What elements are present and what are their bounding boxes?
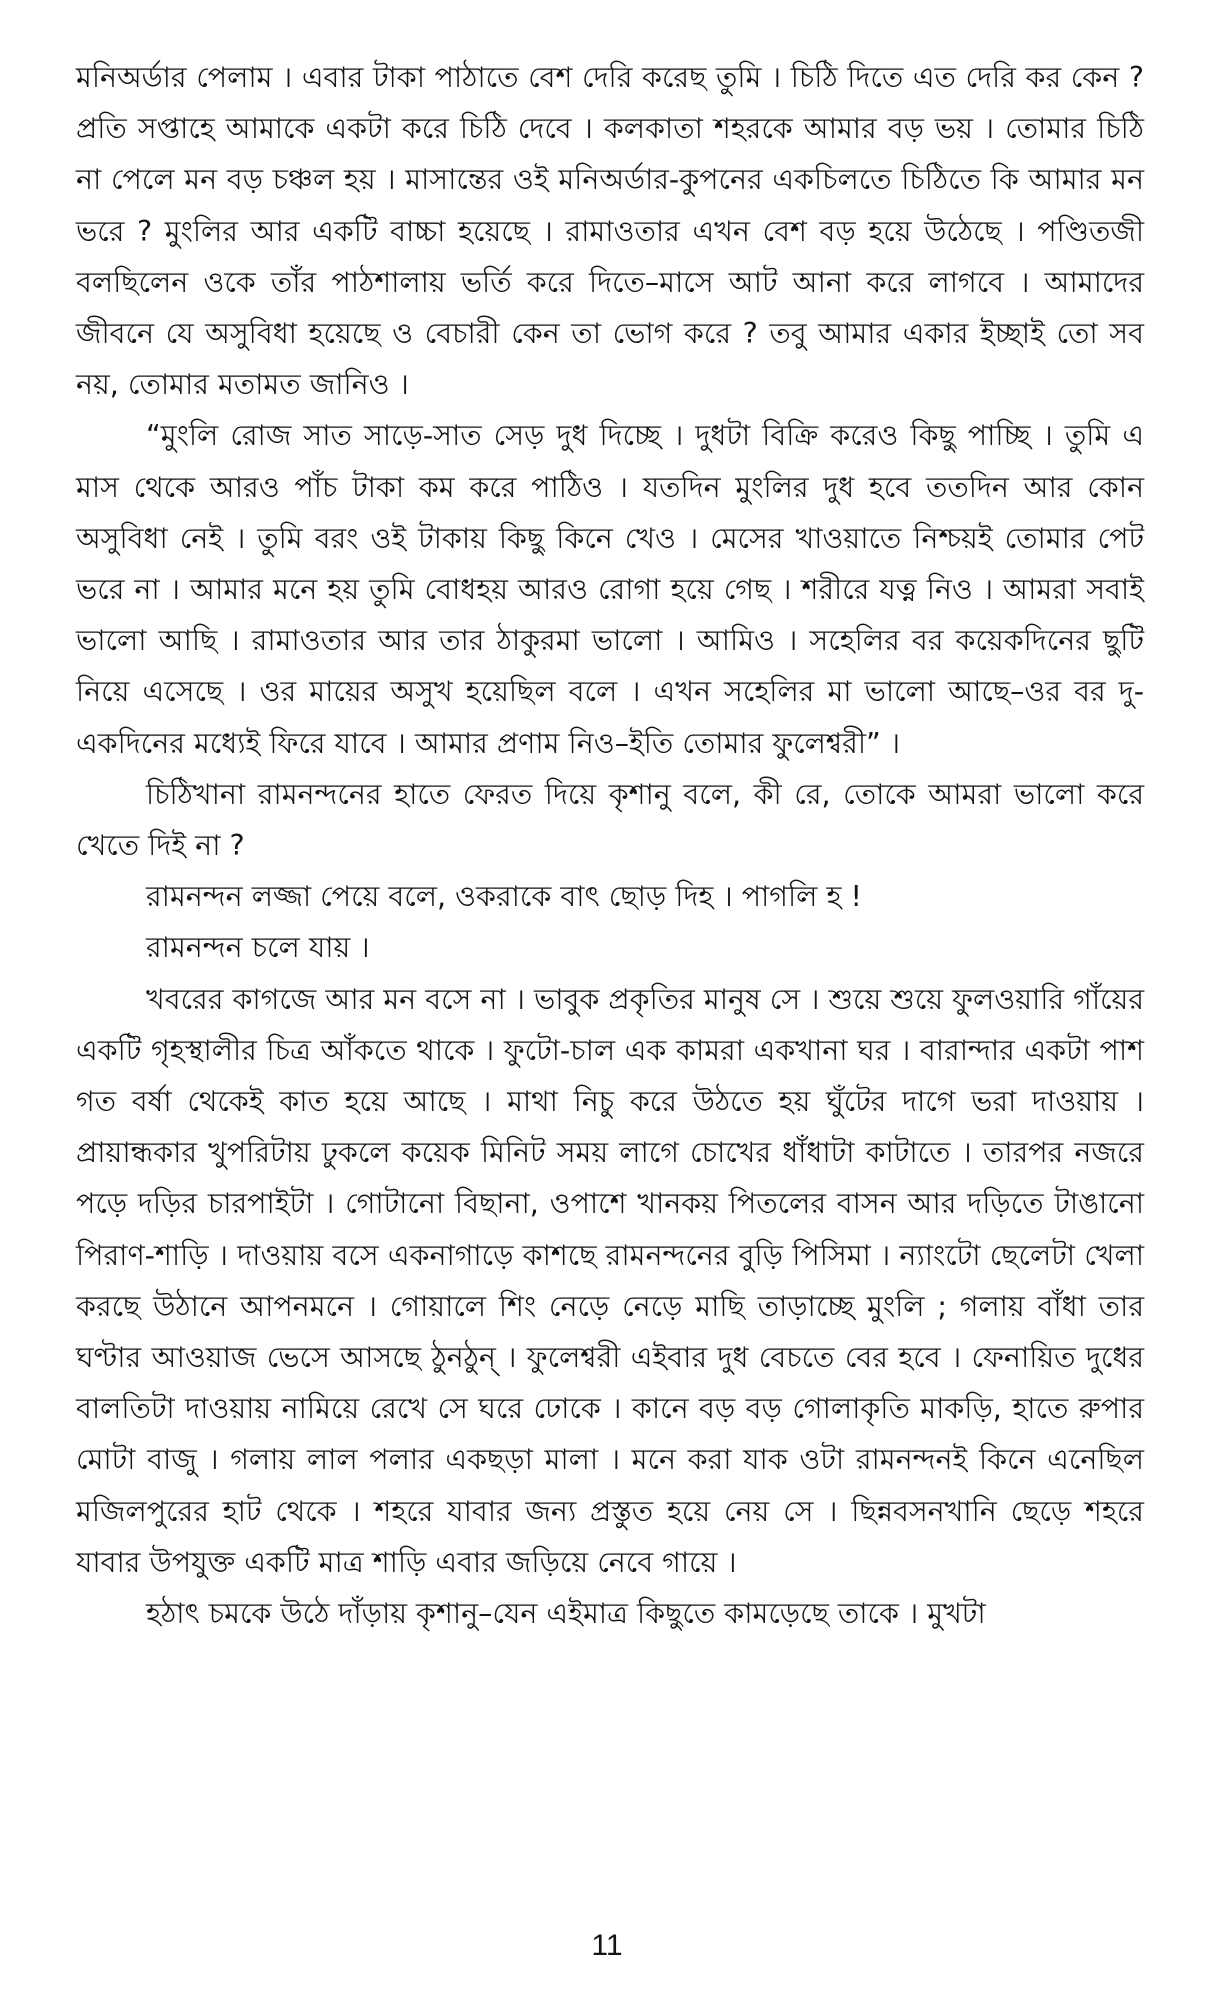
paragraph-krishanu-startled: হঠাৎ চমকে উঠে দাঁড়ায় কৃশানু–যেন এইমাত্র কিছুতে কামড়েছে তাকে । মুখটা — [146, 1597, 986, 1631]
page-number: 11 — [591, 1929, 623, 1962]
paragraph-letter-quote: “মুংলি রোজ সাত সাড়ে-সাত সেড় দুধ দিচ্ছে । দুধটা বিক্রি করেও কিছু পাচ্ছি । তুমি এ মাস থেকে আরও পাঁচ টাকা কম করে পাঠিও । যতদিন মুংলির দুধ হবে ততদিন আর কোন অসুবিধা নেই । তুমি বরং ওই টাকায় কিছু কিনে খেও । মেসের খাওয়াতে নিশ্চয়ই তোমার পেট ভরে না । আমার মনে হয় তুমি বোধহয় আরও রোগা হয়ে গেছ । শরীরে যত্ন নিও । আমরা সবাই ভালো আছি । রামাওতার আর তার ঠাকুরমা ভালো । আমিও । সহেলির বর কয়েকদিনের ছুটি নিয়ে এসেছে । ওর মায়ের অসুখ হয়েছিল বলে । এখন সহেলির মা ভালো আছে–ওর বর দু-একদিনের মধ্যেই ফিরে যাবে । আমার প্রণাম নিও–ইতি তোমার ফুলেশ্বরী” । — [76, 419, 1144, 760]
paragraph-ramnandan-leaves: রামনন্দন চলে যায় । — [146, 931, 370, 965]
paragraph-ramnandan-reply: রামনন্দন লজ্জা পেয়ে বলে, ওকরাকে বাৎ ছোড় দিহ । পাগলি হ ! — [146, 880, 862, 914]
paragraph-krishanu-question: চিঠিখানা রামনন্দনের হাতে ফেরত দিয়ে কৃশানু বলে, কী রে, তোকে আমরা ভালো করে খেতে দিই না ? — [76, 777, 1144, 863]
paragraph-village-scene: খবরের কাগজে আর মন বসে না । ভাবুক প্রকৃতির মানুষ সে । শুয়ে শুয়ে ফুলওয়ারি গাঁয়ের একটি গৃহস্থালীর চিত্র আঁকতে থাকে । ফুটো-চাল এক কামরা একখানা ঘর । বারান্দার একটা পাশ গত বর্ষা থেকেই কাত হয়ে আছে । মাথা নিচু করে উঠতে হয় ঘুঁটের দাগে ভরা দাওয়ায় । প্রায়ান্ধকার খুপরিটায় ঢুকলে কয়েক মিনিট সময় লাগে চোখের ধাঁধাটা কাটাতে । তারপর নজরে পড়ে দড়ির চারপাইটা । গোটানো বিছানা, ওপাশে খানকয় পিতলের বাসন আর দড়িতে টাঙানো পিরাণ-শাড়ি । দাওয়ায় বসে একনাগাড়ে কাশছে রামনন্দনের বুড়ি পিসিমা । ন্যাংটো ছেলেটা খেলা করছে উঠানে আপনমনে । গোয়ালে শিং নেড়ে নেড়ে মাছি তাড়াচ্ছে মুংলি ; গলায় বাঁধা তার ঘণ্টার আওয়াজ ভেসে আসছে ঠুনঠুন্ । ফুলেশ্বরী এইবার দুধ বেচতে বের হবে । ফেনায়িত দুধের বালতিটা দাওয়ায় নামিয়ে রেখে সে ঘরে ঢোকে । কানে বড় বড় গোলাকৃতি মাকড়ি, হাতে রুপার মোটা বাজু । গলায় লাল পলার একছড়া মালা । মনে করা যাক ওটা রামনন্দনই কিনে এনেছিল মজিলপুরের হাট থেকে । শহরে যাবার জন্য প্রস্তুত হয়ে নেয় সে । ছিন্নবসনখানি ছেড়ে শহরে যাবার উপযুক্ত একটি মাত্র শাড়ি এবার জড়িয়ে নেবে গায়ে । — [76, 982, 1144, 1579]
paragraph-letter-opening: মনিঅর্ডার পেলাম । এবার টাকা পাঠাতে বেশ দেরি করেছ তুমি । চিঠি দিতে এত দেরি কর কেন ? প্রতি সপ্তাহে আমাকে একটা করে চিঠি দেবে । কলকাতা শহরকে আমার বড় ভয় । তোমার চিঠি না পেলে মন বড় চঞ্চল হয় । মাসান্তের ওই মনিঅর্ডার-কুপনের একচিলতে চিঠিতে কি আমার মন ভরে ? মুংলির আর একটি বাচ্চা হয়েছে । রামাওতার এখন বেশ বড় হয়ে উঠেছে । পণ্ডিতজী বলছিলেন ওকে তাঁর পাঠশালায় ভর্তি করে দিতে–মাসে আট আনা করে লাগবে । আমাদের জীবনে যে অসুবিধা হয়েছে ও বেচারী কেন তা ভোগ করে ? তবু আমার একার ইচ্ছাই তো সব নয়, তোমার মতামত জানিও । — [76, 61, 1144, 402]
body-text — [76, 52, 1144, 1639]
